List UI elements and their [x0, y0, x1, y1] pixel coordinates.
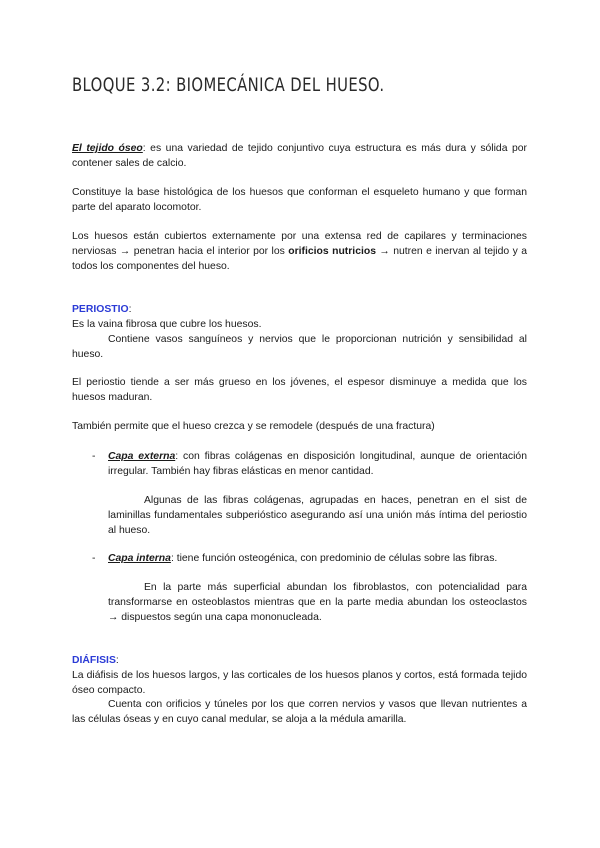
term-capa-interna: Capa interna [108, 553, 171, 564]
section-heading-diafisis: DIÁFISIS [72, 655, 116, 666]
heading-colon: : [128, 304, 132, 315]
page-title: BLOQUE 3.2: BIOMECÁNICA DEL HUESO. [72, 74, 385, 96]
intro-p3-text-b: → nutren e inervan al tejido y a todos los componentes del hueso. [72, 246, 527, 272]
periostio-heading-line [72, 302, 527, 317]
section-heading-periostio: PERIOSTIO [72, 304, 129, 315]
diafisis-heading-line [72, 653, 527, 668]
intro-p1-text: : es una variedad de tejido conjuntivo cuya estructura es más dura y sólida por contener sales de calcio. [72, 143, 527, 169]
list-item-capa-interna [108, 551, 527, 566]
intro-paragraph-1 [72, 141, 527, 171]
periostio-paragraph-2: Contiene vasos sanguíneos y nervios que le proporcionan nutrición y sensibilidad al hueso. [72, 334, 527, 360]
capa-interna-text: : tiene función osteogénica, con predominio de células sobre las fibras. [170, 553, 498, 564]
intro-p3-text-a: Los huesos están cubiertos externamente por una extensa red de capilares y terminaciones nerviosas → penetran hacia el interior por los [72, 231, 527, 257]
bullet-mark: - [92, 553, 96, 564]
capa-externa-detail: Algunas de las fibras colágenas, agrupadas en haces, penetran en el sist de laminillas fundamentales subperióstico asegurando así una unión más íntima del periostio al hueso. [108, 495, 527, 536]
list-item-capa-externa [108, 449, 527, 479]
term-tejido-oseo: El tejido óseo [72, 143, 143, 154]
diafisis-paragraph-2: Cuenta con orificios y túneles por los que corren nervios y vasos que llevan nutrientes a las células óseas y en cuyo canal medular, se aloja a la médula amarilla. [72, 699, 527, 725]
periostio-paragraph-1: Es la vaina fibrosa que cubre los huesos. [72, 319, 262, 330]
capa-interna-detail: En la parte más superficial abundan los fibroblastos, con potencialidad para transformarse en osteoblastos mientras que en la parte media abundan los osteoclastos → dispuestos según una capa mononucleada. [108, 582, 527, 623]
term-orificios-nutricios: orificios nutricios [288, 246, 376, 257]
bullet-mark: - [92, 451, 96, 462]
diafisis-paragraph-1: La diáfisis de los huesos largos, y las corticales de los huesos planos y cortos, está formada tejido óseo compacto. [72, 670, 527, 696]
heading-colon: : [115, 655, 119, 666]
term-capa-externa: Capa externa [108, 451, 176, 462]
capa-externa-text: : con fibras colágenas en disposición longitudinal, aunque de orientación irregular. También hay fibras elásticas en menor cantidad. [108, 451, 527, 477]
periostio-paragraph-3: El periostio tiende a ser más grueso en los jóvenes, el espesor disminuye a medida que los huesos maduran. [72, 377, 527, 403]
intro-paragraph-2: Constituye la base histológica de los huesos que conforman el esqueleto humano y que forman parte del aparato locomotor. [72, 187, 527, 213]
intro-paragraph-3 [72, 229, 527, 274]
periostio-paragraph-4: También permite que el hueso crezca y se remodele (después de una fractura) [72, 421, 435, 432]
